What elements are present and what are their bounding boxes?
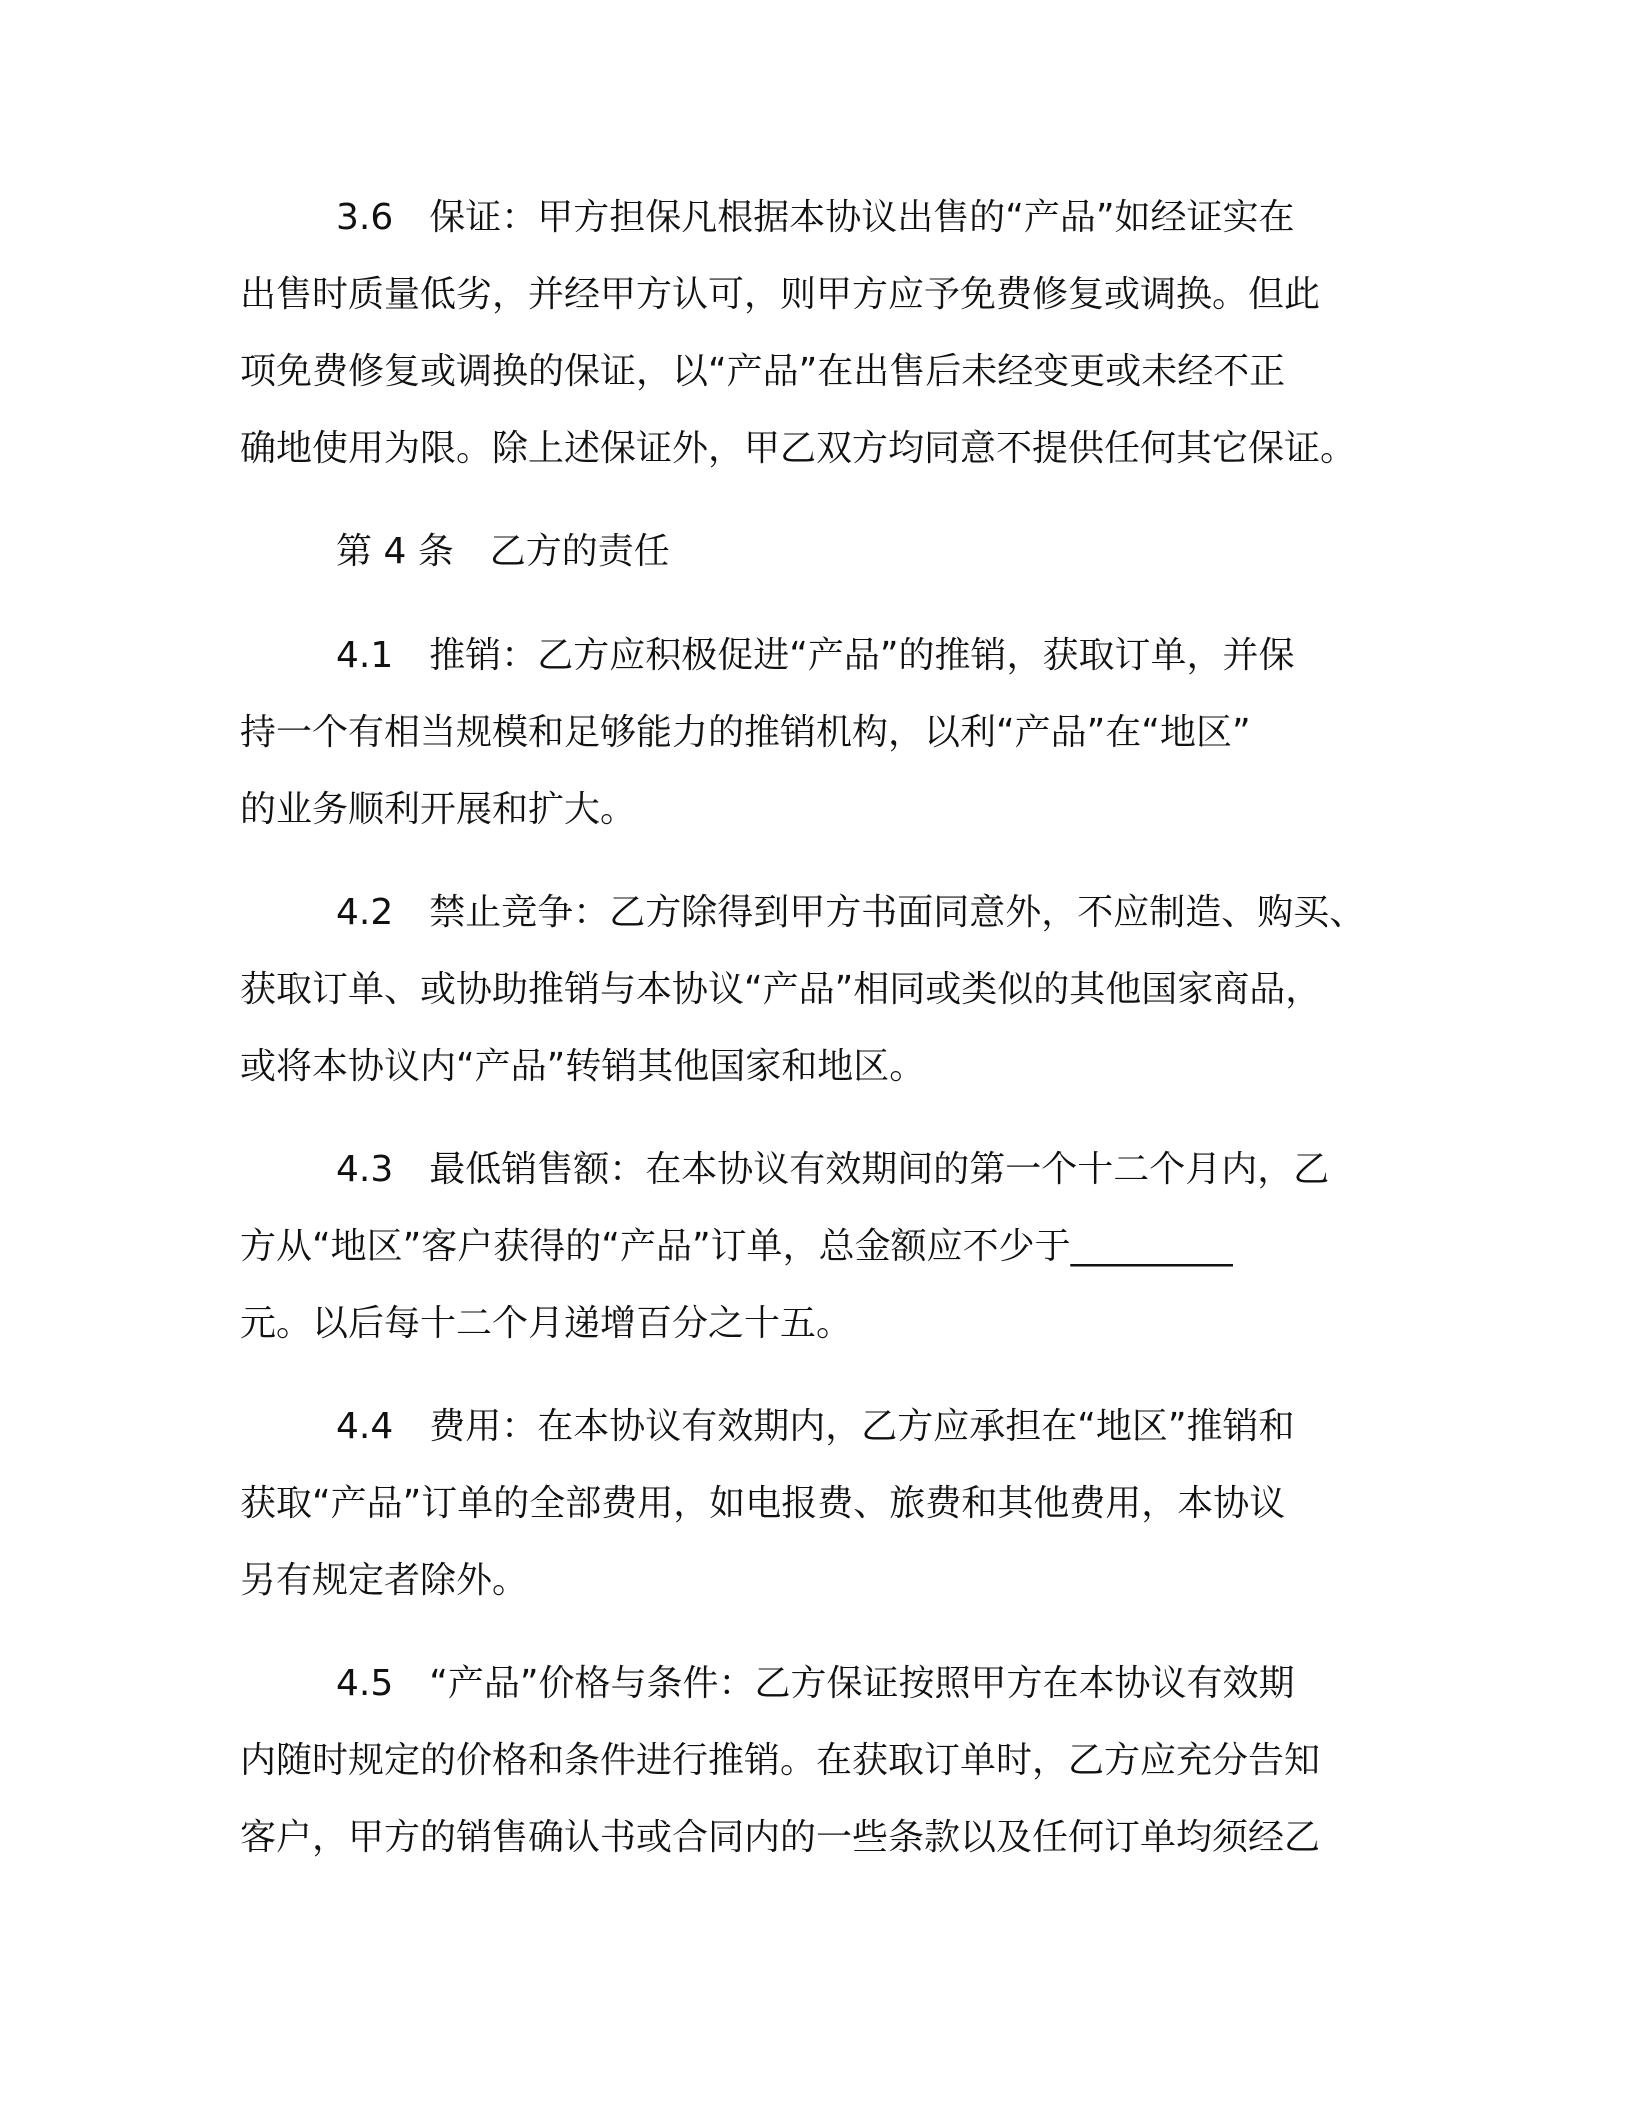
- clause-4-4-line-1: 4.4 费用：在本协议有效期内，乙方应承担在“地区”推销和: [336, 1406, 1295, 1447]
- clause-4-3-line-2: 方从“地区”客户获得的“产品”订单，总金额应不少于_________: [240, 1226, 1233, 1267]
- clause-4-1-line-1: 4.1 推销：乙方应积极促进“产品”的推销，获取订单，并保: [336, 635, 1295, 676]
- clause-4-2-line-2: 获取订单、或协助推销与本协议“产品”相同或类似的其他国家商品，: [240, 969, 1322, 1010]
- clause-4-5-line-1: 4.5 “产品”价格与条件：乙方保证按照甲方在本协议有效期: [336, 1663, 1295, 1704]
- clause-4-2-line-3: 或将本协议内“产品”转销其他国家和地区。: [240, 1046, 926, 1087]
- clause-4-1-line-2: 持一个有相当规模和足够能力的推销机构，以利“产品”在“地区”: [240, 712, 1251, 753]
- clause-4-3-line-1: 4.3 最低销售额：在本协议有效期间的第一个十二个月内，乙: [336, 1149, 1330, 1190]
- clause-4-2-line-1: 4.2 禁止竞争：乙方除得到甲方书面同意外，不应制造、购买、: [336, 892, 1366, 933]
- clause-4-1-line-3: 的业务顺利开展和扩大。: [240, 789, 637, 830]
- clause-4-4-line-2: 获取“产品”订单的全部费用，如电报费、旅费和其他费用，本协议: [240, 1483, 1286, 1524]
- clause-3-6-line-1: 3.6 保证：甲方担保凡根据本协议出售的“产品”如经证实在: [336, 197, 1295, 238]
- article-4-heading: 第 4 条 乙方的责任: [336, 531, 670, 572]
- clause-3-6-line-3: 项免费修复或调换的保证，以“产品”在出售后未经变更或未经不正: [240, 351, 1286, 392]
- clause-3-6-line-2: 出售时质量低劣，并经甲方认可，则甲方应予免费修复或调换。但此: [240, 274, 1321, 315]
- clause-4-3-line-3: 元。以后每十二个月递增百分之十五。: [240, 1303, 853, 1344]
- clause-4-5-line-2: 内随时规定的价格和条件进行推销。在获取订单时，乙方应充分告知: [240, 1740, 1321, 1781]
- clause-4-4-line-3: 另有规定者除外。: [240, 1560, 529, 1601]
- clause-4-5-line-3: 客户，甲方的销售确认书或合同内的一些条款以及任何订单均须经乙: [240, 1817, 1321, 1858]
- clause-3-6-line-4: 确地使用为限。除上述保证外，甲乙双方均同意不提供任何其它保证。: [240, 428, 1357, 469]
